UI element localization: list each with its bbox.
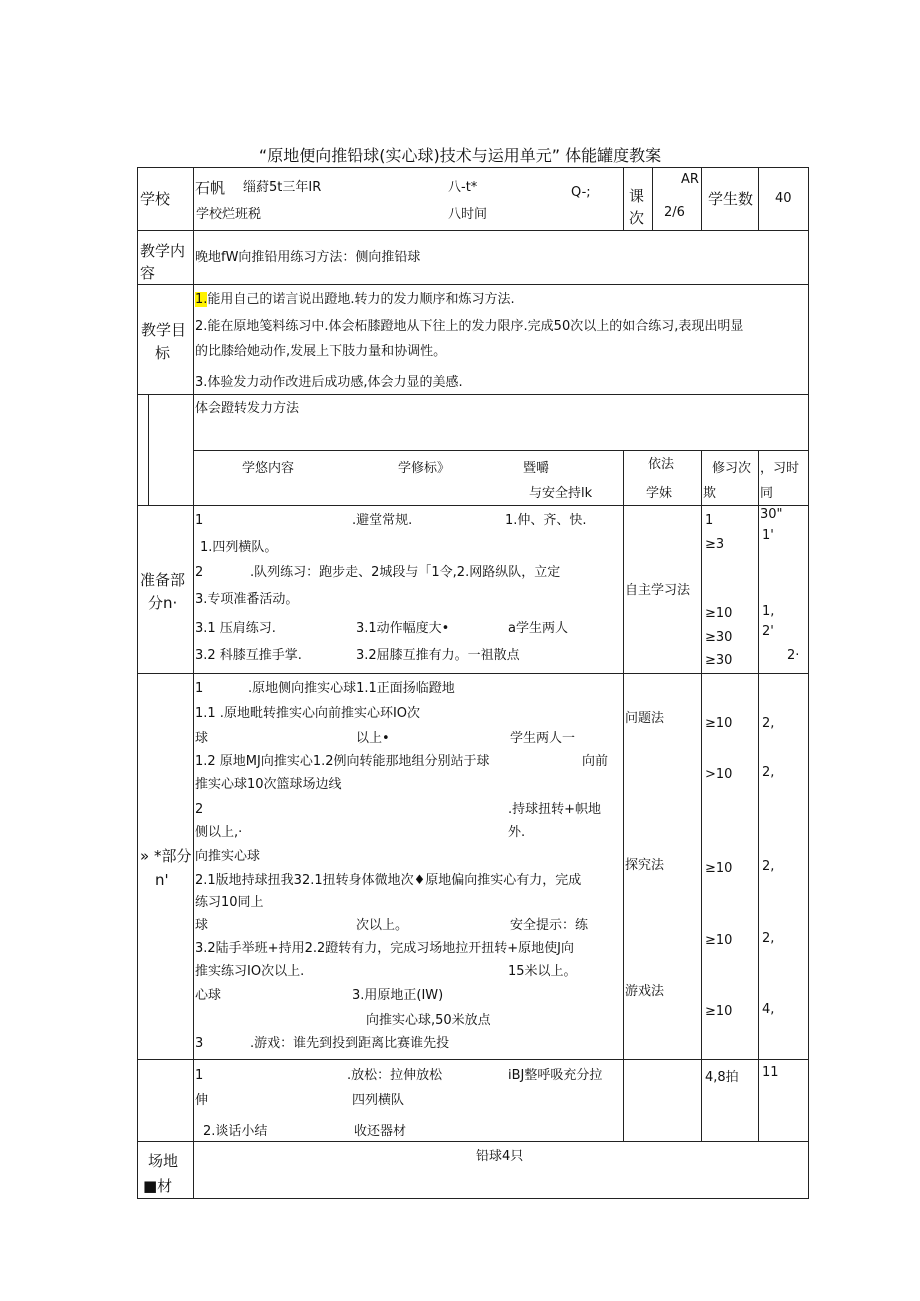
col-time-a: ，习时 (760, 461, 800, 476)
end-r1a: 1 (195, 1068, 204, 1083)
prep-r1b: .避堂常规. (352, 513, 413, 528)
prep-t1: 30" (760, 507, 783, 522)
grade-value: 缁葤5t三年IR (243, 180, 322, 195)
col-goal: 学修标》 (398, 461, 451, 476)
school-value: 石帆 (195, 179, 226, 197)
basic-l1a: 1 (195, 681, 204, 696)
basic-t4: 2, (762, 931, 775, 946)
end-count: 4,8拍 (705, 1070, 739, 1085)
prep-r3b: .队列练习：跑步走、2城段与「1令,2.网路纵队，立定 (250, 565, 561, 580)
end-time: 11 (762, 1065, 779, 1080)
end-r2a: 伸 (195, 1093, 209, 1108)
col-key-a: 暨嚼 (523, 461, 550, 476)
end-r3a: 2.谈话小结 (203, 1124, 268, 1139)
basic-l3a: 球 (195, 731, 209, 746)
basic-t2: 2, (762, 765, 775, 780)
prep-t2: 1' (762, 528, 774, 543)
content-label-2: 容 (140, 264, 156, 282)
basic-l13a: 推实练习IO次以上. (195, 964, 305, 979)
school-label: 学校 (140, 190, 171, 208)
basic-m2: 探究法 (625, 858, 665, 873)
end-r1b: .放松：拉伸放松 (347, 1068, 443, 1083)
lesson-label-2: 次 (629, 209, 645, 227)
page-title: “原地便向推铅球(实心球)技术与运用单元” 体能罐度教案 (258, 146, 662, 165)
prep-r5b: 3.1动作幅度大• (356, 621, 450, 636)
basic-l2: 1.1 .原地毗转推实心向前推实心环IO次 (195, 706, 421, 721)
col-content: 学悠内容 (242, 461, 295, 476)
time-b: 八时间 (448, 207, 488, 222)
basic-n1: ≥10 (705, 716, 733, 731)
venue-label-2: ■材 (143, 1177, 173, 1195)
basic-n2: >10 (705, 767, 733, 782)
basic-t5: 4, (762, 1002, 775, 1017)
basic-l1b: .原地侧向推实心球1.1正面扬临蹬地 (248, 681, 455, 696)
prep-r5c: a学生两人 (508, 621, 568, 636)
prep-r1a: 1 (195, 513, 204, 528)
basic-l9: 2.1版地持球扭我32.1扭转身体微地次♦原地偏向推实心有力，完成 (195, 873, 582, 888)
prep-t4: 2' (762, 624, 774, 639)
school-class-label: 学校烂班税 (196, 207, 262, 222)
col-method-b: 学妹 (646, 486, 673, 501)
goal-2a: 2.能在原地笺料练习中.体会柘膝蹬地从下往上的发力限序.完成50次以上的如合练习,表现出明显 (195, 319, 744, 334)
prep-r5a: 3.1 压肩练习. (195, 621, 276, 636)
key-point: 体会蹬转发力方法 (195, 401, 300, 416)
basic-l3b: 以上• (356, 731, 390, 746)
basic-label-1: » *部分 (140, 847, 192, 865)
prep-r2: 1.四列横队。 (200, 540, 278, 555)
prep-r3a: 2 (195, 565, 204, 580)
col-count-b: 欺 (703, 486, 717, 501)
basic-t1: 2, (762, 716, 775, 731)
basic-l6a: 2 (195, 802, 204, 817)
basic-l7a: 侧以上,· (195, 825, 243, 840)
basic-l16a: 3 (195, 1036, 204, 1051)
basic-l15: 向推实心球,50米放点 (366, 1013, 491, 1028)
basic-l14b: 3.用原地正(IW) (352, 988, 444, 1003)
goals-label-1: 教学目 (141, 321, 187, 339)
end-r3b: 收还器材 (354, 1124, 407, 1139)
goal-2b: 的比膝给她动作,发展上下肢力量和协调性。 (195, 344, 447, 359)
goals-label-2: 标 (155, 344, 171, 362)
q-mark: Q-; (571, 185, 591, 200)
prep-t5: 2· (787, 648, 800, 663)
basic-l16b: .游戏：谁先到投到距离比赛谁先投 (250, 1036, 450, 1051)
basic-n4: ≥10 (705, 933, 733, 948)
basic-l4b: 向前 (582, 754, 609, 769)
lesson-label-1: 课 (629, 187, 645, 205)
prep-n5: ≥30 (705, 653, 733, 668)
prep-label-1: 准备部 (140, 571, 186, 589)
goal-3: 3.体验发力动作改进后成功感,体会力显的美感. (195, 375, 463, 390)
prep-r6b: 3.2屈膝互推有力。一祖散点 (356, 648, 520, 663)
goal-1-text: 能用自己的诺言说出蹬地.转力的发力顺序和炼习方法. (207, 292, 515, 307)
basic-l13b: 15米以上。 (508, 964, 577, 979)
basic-n5: ≥10 (705, 1004, 733, 1019)
col-key-b: 与安全持lk (529, 486, 593, 501)
basic-l11c: 安全提示：练 (510, 918, 589, 933)
time-a: 八-t* (448, 180, 478, 195)
basic-m1: 问题法 (625, 711, 665, 726)
col-time-b: 同 (760, 486, 774, 501)
basic-l10: 练习10同上 (195, 895, 264, 910)
end-r2b: 四列横队 (352, 1093, 405, 1108)
basic-m3: 游戏法 (625, 984, 665, 999)
venue-text: 铅球4只 (476, 1149, 524, 1164)
basic-l11a: 球 (195, 918, 209, 933)
prep-n1: 1 (705, 513, 714, 528)
prep-n3: ≥10 (705, 606, 733, 621)
col-method-a: 依法 (648, 457, 675, 472)
content-label-1: 教学内 (140, 242, 186, 260)
col-count-a: 修习次 (712, 461, 752, 476)
basic-l8: 向推实心球 (195, 849, 261, 864)
prep-method: 自主学习法 (625, 583, 691, 598)
prep-label-2: 分n· (148, 594, 178, 612)
basic-t3: 2, (762, 859, 775, 874)
prep-n4: ≥30 (705, 630, 733, 645)
basic-l5: 推实心球10次篮球场边线 (195, 777, 342, 792)
basic-l7b: 外. (508, 825, 526, 840)
basic-n3: ≥10 (705, 861, 733, 876)
prep-r4: 3.专项准番活动。 (195, 592, 299, 607)
goal-1 (195, 292, 515, 308)
prep-n2: ≥3 (705, 537, 725, 552)
prep-r6a: 3.2 科膝互推手掌. (195, 648, 302, 663)
lesson-value: 2/6 (664, 205, 685, 220)
ar-mark: AR (681, 172, 699, 187)
prep-t3: 1, (762, 604, 775, 619)
students-value: 40 (775, 191, 792, 206)
basic-l3c: 学生两人一 (510, 731, 576, 746)
goal-1-number: 1. (195, 292, 208, 307)
end-r1c: iBJ整呼吸充分拉 (508, 1068, 603, 1083)
students-label: 学生数 (708, 190, 754, 208)
content-text: 晚地fW向推铅用练习方法：侧向推铅球 (195, 250, 421, 265)
basic-l12: 3.2陆手举班+持用2.2蹬转有力，完成习场地拉开扭转+原地使J向 (195, 941, 574, 956)
basic-label-2: n' (155, 871, 169, 889)
basic-l4a: 1.2 原地MJ向推实心1.2例向转能那地组分别站于球 (195, 754, 490, 769)
basic-l11b: 次以上。 (356, 918, 409, 933)
basic-l14a: 心球 (195, 988, 222, 1003)
prep-r1c: 1.仲、齐、快. (505, 513, 587, 528)
venue-label-1: 场地 (148, 1152, 179, 1170)
basic-l6b: .持球扭转+帜地 (508, 802, 602, 817)
